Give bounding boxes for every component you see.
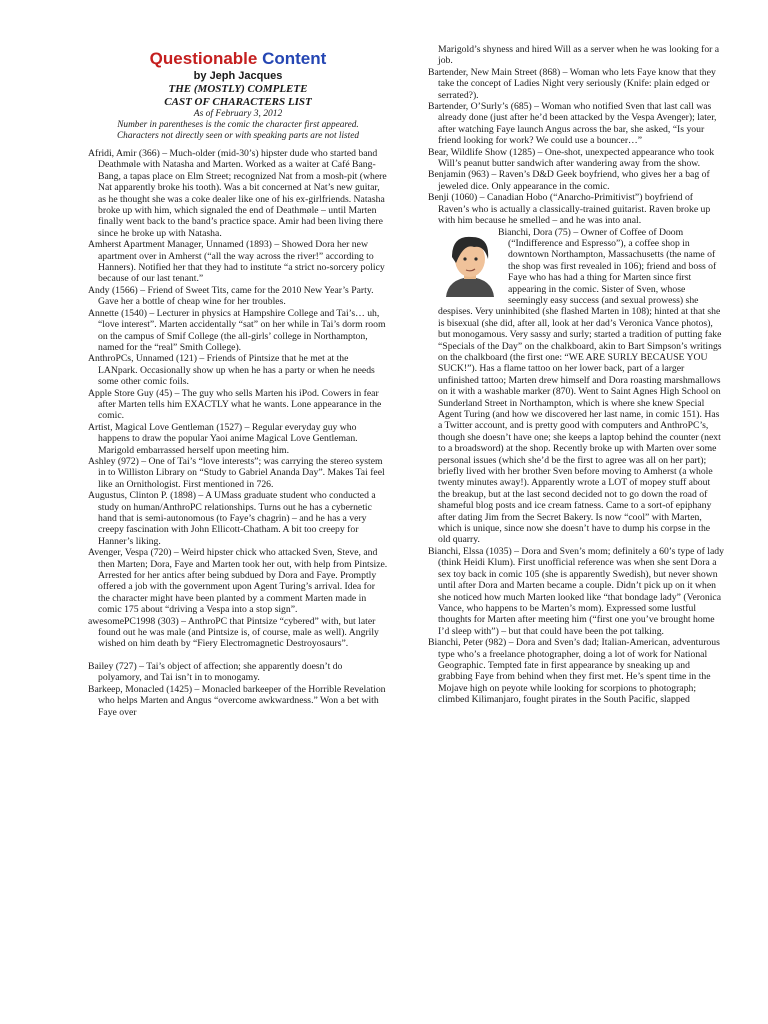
entry-name: Apple Store Guy (45) xyxy=(88,387,173,399)
cast-entry xyxy=(428,44,724,67)
entry-name: Amherst Apartment Manager, Unnamed (1893) xyxy=(88,239,272,251)
entry-text: – One of Tai’s “love interests”; was carrying the stereo system in to Williston Library on “Study to Gabriel Ananda Day”. Makes Tai feel like an Ornithologist. First mentioned in 726. xyxy=(98,455,385,490)
entry-name: Benjamin (963) xyxy=(428,169,490,181)
entry-name: Avenger, Vespa (720) xyxy=(88,547,172,559)
entry-name: Bartender, New Main Street (868) xyxy=(428,66,561,78)
right-entry-list xyxy=(428,44,724,706)
entry-text: – AnthroPC that Pintsize “cybered” with, but later found out he was male (and Pintsize is, of course, male as well). Angrily wished on him death by “Fiery Electromagnetic Destroyosaurs”. xyxy=(98,615,379,650)
title-content: Content xyxy=(262,49,327,68)
entry-name: awesomePC1998 (303) xyxy=(88,615,179,627)
entry-text: – Monacled barkeeper of the Horrible Revelation who helps Marten and Angus “overcome awkwardness.” Won a bet with Faye over xyxy=(98,683,386,718)
entry-text: – Showed Dora her new apartment over in Amherst (“all the way across the river!” according to Hanners). Notified her that they had to institute “a strict no-sorcery policy because of our last tenant.” xyxy=(98,239,385,285)
cast-entry xyxy=(88,353,388,387)
right-column xyxy=(428,44,724,706)
cast-entry xyxy=(428,192,724,226)
left-column xyxy=(88,48,388,718)
entry-text: Marigold’s shyness and hired Will as a server when he was looking for a job. xyxy=(438,44,720,67)
doc-title-line1: THE (MOSTLY) COMPLETE xyxy=(168,83,308,95)
note-line2: Characters not directly seen or with speaking parts are not listed xyxy=(116,131,360,141)
entry-name: Bianchi, Dora (75) xyxy=(498,226,571,238)
entry-text: – A UMass graduate student who conducted a study on human/AnthroPC relationships. Turns out he has a cybernetic hand that is semi-autonomous (to Faye’s chagrin) – and he has a very creepy fascination with John Ellicott-Chatham. A bit too creepy for Hanner’s liking. xyxy=(98,490,376,547)
cast-entry xyxy=(428,101,724,147)
entry-text: – Dora and Sven’s mom; definitely a 60’s type of lady (think Heidi Klum). First unofficial reference was when she sent Dora a sex toy back in comic 105 (she is apparently Swedish), but never shown until after Dora and Marten became a couple. Didn’t pick up on it when she noticed how much Marten looked like “that bondage lady” (Veronica Vance, who happens to be Marten’s mom). Expressed some lustful thoughts for Marten after meeting him (“first one you’ve brought home I’d sleep with”) – but that could have been the pot talking. xyxy=(438,545,724,637)
entry-text: – Regular everyday guy who happens to draw the popular Yaoi anime Magical Love Gentleman. Marigold embarrassed herself upon meeting him. xyxy=(98,421,358,456)
left-entry-list xyxy=(88,148,388,718)
cast-entry xyxy=(88,616,388,650)
entry-text: – Lecturer in physics at Hampshire College and Tai’s… uh, “love interest”. Marten accidentally “sat” on her while in Tai’s dorm room on the campus of Smif College (the all-girls’ college in Northampton, named for the “real” Smith College). xyxy=(98,307,386,353)
spacer xyxy=(88,650,388,661)
entry-name: AnthroPCs, Unnamed (121) xyxy=(88,353,197,365)
doc-title-line2: CAST OF CHARACTERS LIST xyxy=(164,96,312,108)
entry-text: – Canadian Hobo (“Anarcho-Primitivist”) boyfriend of Raven’s who is actually a classically-trained guitarist. Raven broke up with him because he smelled – and he was into anal. xyxy=(438,192,711,227)
character-portrait xyxy=(438,229,502,297)
entry-text: – Friend of Sweet Tits, came for the 2010 New Year’s Party. Gave her a bottle of cheap wine for her troubles. xyxy=(98,284,374,308)
entry-name: Artist, Magical Love Gentleman (1527) xyxy=(88,421,243,433)
cast-entry xyxy=(88,422,388,456)
cast-entry xyxy=(88,239,388,285)
entry-name: Bailey (727) xyxy=(88,660,137,672)
entry-name: Ashley (972) xyxy=(88,455,139,467)
cast-entry xyxy=(428,546,724,637)
entry-text: – Weird hipster chick who attacked Sven, Steve, and then Marten; Dora, Faye and Marten took her out, with help from Pintsize. Arrested for her antics after being subdued by Dora and Faye. Promptly offered a job with the government upon Agent Turing’s arrival. Idea for the character might have been planted by a comment Marten made in comic 175 about “driving a Vespa into a stop sign”. xyxy=(98,547,388,616)
entry-text: – Friends of Pintsize that he met at the LANpark. Occasionally show up when he has a party or when he needs some other comic foils. xyxy=(98,353,375,388)
entry-name: Benji (1060) xyxy=(428,192,478,204)
entry-name: Augustus, Clinton P. (1898) xyxy=(88,490,196,502)
cast-entry xyxy=(88,148,388,239)
title-questionable: Questionable xyxy=(149,49,258,68)
entry-name: Bianchi, Elssa (1035) xyxy=(428,545,512,557)
entry-text: – One-shot, unexpected appearance who took Will’s peanut butter sandwich after wandering away from the show. xyxy=(438,146,715,170)
entry-text: – Raven’s D&D Geek boyfriend, who gives her a bag of jeweled dice. Only appearance in the comic. xyxy=(438,169,710,192)
cast-entry xyxy=(88,456,388,490)
cast-entry xyxy=(88,490,388,547)
byline: by Jeph Jacques xyxy=(193,70,283,82)
cast-entry xyxy=(428,67,724,101)
document-title xyxy=(88,48,388,70)
entry-text: – Much-older (mid-30’s) hipster dude who started band Deathmøle with Natasha and Marten. Worked as a waiter at Café Bang-Bang, a tapas place on Elm Street; recognized Nat from a mosh-pit (where Nat apparently broke his tooth). Was a bit concerned at Nat’s new guitar, as he thought she was a coke dealer like one of his ex-girlfriends. Natasha broke up with him, which signaled the end of Deathmøle – until Marten finally went back to the band’s practice space. Amir had been living there since he broke up with Natasha. xyxy=(98,148,387,239)
cast-entry xyxy=(88,547,388,615)
entry-name: Bear, Wildlife Show (1285) xyxy=(428,146,536,158)
cast-entry xyxy=(88,684,388,718)
entry-text: – Tai’s object of affection; she apparently doesn’t do polyamory, and Tai isn’t in to monogamy. xyxy=(98,660,343,684)
cast-entry xyxy=(428,637,724,705)
entry-text: – Woman who lets Faye know that they take the concept of Ladies Night very seriously (Knife: plain edged or serrated?). xyxy=(438,66,716,101)
dora-portrait-image xyxy=(438,229,502,297)
entry-name: Afridi, Amir (366) xyxy=(88,148,160,159)
entry-name: Bianchi, Peter (982) xyxy=(428,637,507,649)
cast-entry xyxy=(88,388,388,422)
cast-entry xyxy=(88,308,388,354)
entry-name: Andy (1566) xyxy=(88,284,138,296)
entry-name: Barkeep, Monacled (1425) xyxy=(88,683,193,695)
cast-entry xyxy=(428,147,724,170)
entry-name: Bartender, O’Surly’s (685) xyxy=(428,101,532,113)
entry-name: Annette (1540) xyxy=(88,307,147,319)
entry-text: – Dora and Sven’s dad; Italian-American, adventurous type who’s a freelance photographer, doing a lot of work for National Geographic. Tempted fate in first appearance by sneaking up and grabbing Faye from behind when they first met. He’s spent time in the Mojave high on peyote while looking for scorpions to photograph; climbed Kilimanjaro, fought pirates in the South Pacific, slapped xyxy=(438,637,720,706)
cast-entry xyxy=(428,227,724,546)
entry-text: – Woman who notified Sven that last call was already done (just after he’d been attacked by the Vespa Avenger); later, after watching Faye launch Angus across the bar, she asked, “Is your friend looking for work? We could use a bouncer…” xyxy=(438,101,717,147)
cast-entry xyxy=(428,169,724,192)
note-line1: Number in parentheses is the comic the character first appeared. xyxy=(117,120,359,130)
entry-text: – The guy who sells Marten his iPod. Cowers in fear after Marten tells him EXACTLY what he wants. Lone appearance in the comic. xyxy=(98,387,382,422)
entry-text: – Owner of Coffee of Doom (“Indifference and Espresso”), a coffee shop in downtown Northampton, Massachusetts (the name of the shop was first revealed in 106); friend and boss of Faye who has had a thing for Marten since first appearing in the comic. Sister of Sven, whose seemingly easy success (and sexual prowess) she despises. Very uninhibited (she flashed Marten in 108); hinted at that she is bisexual (she did, after all, look at her dad’s Veronica Vance photos), but monogamous. Very sassy and surly; started a tradition of putting fake “Specials of the Day” on the chalkboard, akin to Bart Simpson’s writings on the chalkboard (the first one: “WE ARE SURLY BECAUSE YOU SUCK!”). Has a flame tattoo on her lower back, part of a larger unfinished tattoo; Marten drew himself and Dora roasting marshmallows on it with a washable marker (870). Went to Saint Agnes High School on Sunderland Street in Northampton, which is where she knew Special Agent Turing (and how we discovered her last name, in comic 151). Has a Twitter account, and is pretty good with computers and AnthroPC’s, though she doesn’t have one; she keeps a laptop behind the counter (next to a broadsword) at the shop. Recently broke up with Marten over some personal issues (which she’d be the first to agree was all on her part); briefly lived with her brother Sven before moving to Amherst (a whole twenty minutes away!). Apparently wrote a LOT of mopey stuff about the breakup, but at the last second decided not to go down the road of shameful blog posts and ice cream fatness. Came to a sort-of epiphany after dating Jim from the Secret Bakery. Is now “cool” with Marten, which is unique, since now she doesn’t have to dump his corpse in the old quarry. xyxy=(438,226,722,546)
cast-entry xyxy=(88,285,388,308)
as-of-date: As of February 3, 2012 xyxy=(193,109,283,119)
document-header xyxy=(88,48,388,142)
cast-entry xyxy=(88,661,388,684)
